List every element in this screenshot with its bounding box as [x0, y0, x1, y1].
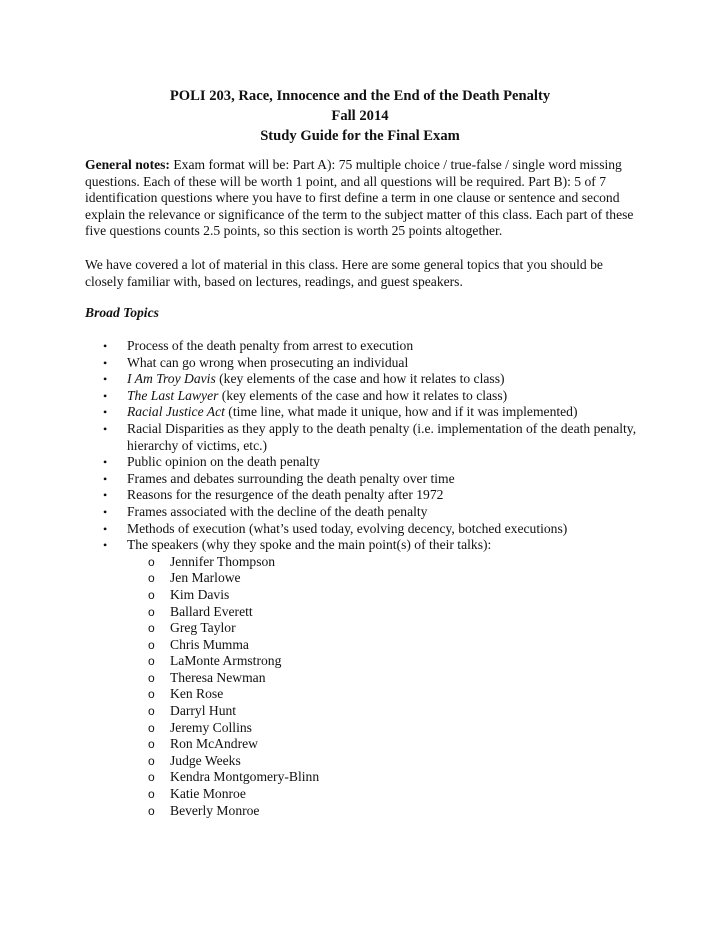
speaker-name: Darryl Hunt — [170, 703, 237, 719]
speaker-name: Theresa Newman — [170, 669, 266, 685]
bullet-icon: • — [103, 372, 108, 387]
topic-text: Reasons for the resurgence of the death penalty after 1972 — [127, 487, 444, 503]
topic-text: Public opinion on the death penalty — [127, 454, 320, 470]
circle-bullet-icon: o — [148, 770, 155, 785]
bullet-icon: • — [103, 421, 108, 436]
circle-bullet-icon: o — [148, 571, 155, 586]
speaker-name: Jeremy Collins — [170, 719, 252, 735]
circle-bullet-icon: o — [148, 637, 155, 652]
circle-bullet-icon: o — [148, 621, 155, 636]
speaker-name: LaMonte Armstrong — [170, 653, 282, 669]
circle-bullet-icon: o — [148, 554, 155, 569]
circle-bullet-icon: o — [148, 787, 155, 802]
bullet-icon: • — [103, 339, 108, 353]
bullet-icon: • — [103, 405, 108, 420]
bullet-icon: • — [103, 488, 108, 503]
circle-bullet-icon: o — [148, 604, 155, 619]
intro-paragraph: We have covered a lot of material in this class. Here are some general topics that you should be closely familiar with, based on lectures, readings, and guest speakers. — [85, 257, 603, 289]
speaker-item — [127, 803, 641, 820]
topic-item — [85, 504, 641, 521]
course-title: POLI 203, Race, Innocence and the End of the Death Penalty — [169, 88, 551, 104]
topics-list — [85, 338, 641, 819]
general-notes-label: General notes: — [85, 157, 170, 172]
topic-item — [85, 421, 641, 454]
topic-item — [85, 454, 641, 471]
topic-text: Frames and debates surrounding the death penalty over time — [127, 470, 455, 486]
topic-item — [85, 338, 641, 355]
term-title: Fall 2014 — [331, 108, 389, 124]
topic-text: What can go wrong when prosecuting an individual — [127, 354, 409, 370]
circle-bullet-icon: o — [148, 737, 155, 752]
topic-text: (key elements of the case and how it relates to class) — [215, 371, 505, 387]
guide-title: Study Guide for the Final Exam — [260, 128, 460, 144]
topic-italic: Racial Justice Act — [127, 404, 225, 420]
topic-item — [85, 388, 641, 405]
circle-bullet-icon: o — [148, 687, 155, 702]
speaker-item — [127, 786, 641, 803]
speaker-item — [127, 570, 641, 587]
speaker-item — [127, 753, 641, 770]
topic-text: Racial Disparities as they apply to the death penalty (i.e. implementation of the death penalty, hierarchy of victims, etc.) — [127, 420, 637, 453]
speaker-item — [127, 604, 641, 621]
topic-item — [85, 404, 641, 421]
speaker-name: Katie Monroe — [170, 786, 246, 802]
topic-text: Methods of execution (what’s used today, evolving decency, botched executions) — [127, 520, 568, 536]
speaker-item — [127, 587, 641, 604]
circle-bullet-icon: o — [148, 803, 155, 818]
speaker-item — [127, 653, 641, 670]
topic-italic: The Last Lawyer — [127, 387, 219, 403]
speaker-item — [127, 703, 641, 720]
topic-item — [85, 355, 641, 372]
topic-item — [85, 487, 641, 504]
topic-italic: I Am Troy Davis — [127, 371, 216, 387]
bullet-icon: • — [103, 471, 108, 486]
topic-item-speakers — [85, 537, 641, 819]
topic-item — [85, 371, 641, 388]
speaker-item — [127, 554, 641, 571]
circle-bullet-icon: o — [148, 704, 155, 719]
speaker-name: Jen Marlowe — [170, 570, 241, 586]
speaker-item — [127, 686, 641, 703]
speakers-list — [127, 554, 641, 820]
topic-text: (key elements of the case and how it relates to class) — [218, 387, 508, 403]
speaker-name: Greg Taylor — [170, 620, 236, 636]
circle-bullet-icon: o — [148, 670, 155, 685]
speaker-item — [127, 736, 641, 753]
speaker-name: Kendra Montgomery-Blinn — [170, 769, 320, 785]
speaker-item — [127, 620, 641, 637]
speaker-item — [127, 720, 641, 737]
speaker-name: Judge Weeks — [170, 752, 241, 768]
speaker-name: Ron McAndrew — [170, 736, 258, 752]
topic-item — [85, 521, 641, 538]
general-notes-text: Exam format will be: Part A): 75 multiple choice / true-false / single word missing questions. Each of these will be worth 1 point, and all questions will be required. Part B): 5 of 7 identification questions where you have to first define a term in one clause or sentence and second explain the relevance or significance of the term to the subject matter of this class. Each part of these five questions counts 2.5 points, so this section is worth 25 points altogether. — [85, 157, 634, 239]
topic-text: Process of the death penalty from arrest to execution — [127, 338, 414, 353]
broad-topics-heading: Broad Topics — [85, 305, 159, 320]
bullet-icon: • — [103, 388, 108, 403]
bullet-icon: • — [103, 521, 108, 536]
bullet-icon: • — [103, 538, 108, 553]
speaker-item — [127, 769, 641, 786]
speaker-name: Kim Davis — [170, 586, 230, 602]
circle-bullet-icon: o — [148, 587, 155, 602]
speaker-name: Chris Mumma — [170, 636, 249, 652]
general-notes-paragraph — [85, 157, 641, 240]
speaker-name: Ken Rose — [170, 686, 224, 702]
circle-bullet-icon: o — [148, 654, 155, 669]
topic-item — [85, 471, 641, 488]
topic-text: The speakers (why they spoke and the main point(s) of their talks): — [127, 537, 492, 553]
circle-bullet-icon: o — [148, 720, 155, 735]
circle-bullet-icon: o — [148, 753, 155, 768]
speaker-item — [127, 670, 641, 687]
bullet-icon: • — [103, 504, 108, 519]
speaker-item — [127, 637, 641, 654]
speaker-name: Ballard Everett — [170, 603, 253, 619]
title-block — [0, 86, 720, 146]
speaker-name: Beverly Monroe — [170, 802, 260, 818]
bullet-icon: • — [103, 355, 108, 370]
topic-text: Frames associated with the decline of the death penalty — [127, 503, 428, 519]
topic-text: (time line, what made it unique, how and if it was implemented) — [224, 404, 578, 420]
speaker-name: Jennifer Thompson — [170, 553, 276, 569]
bullet-icon: • — [103, 455, 108, 470]
